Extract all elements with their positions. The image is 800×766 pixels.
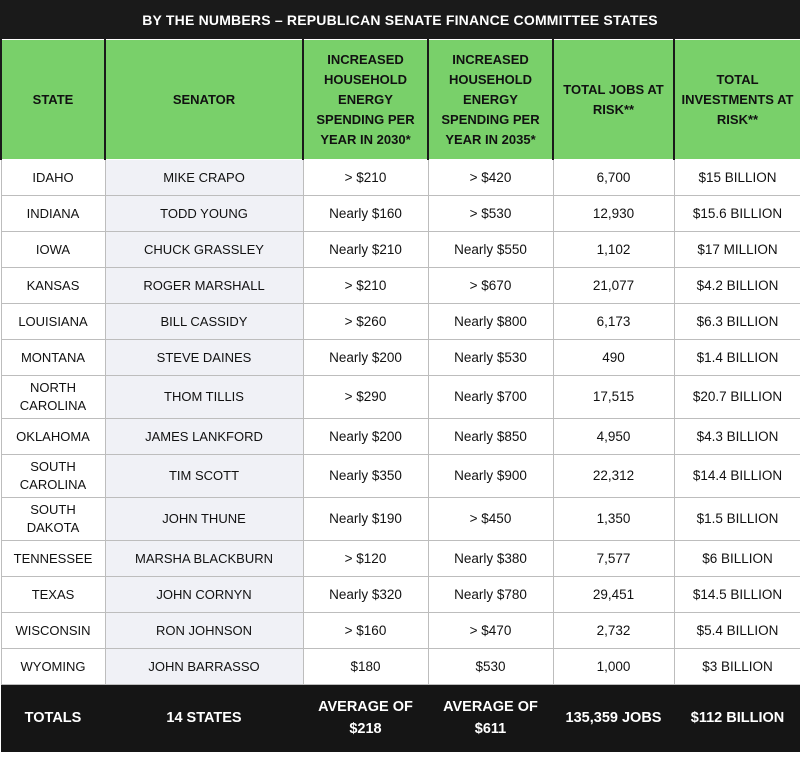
table-row bbox=[1, 304, 800, 340]
spending-2035-cell: > $670 bbox=[428, 268, 553, 304]
jobs-cell: 1,350 bbox=[553, 498, 674, 541]
totals-investments: $112 BILLION bbox=[674, 685, 800, 752]
state-cell: INDIANA bbox=[1, 196, 105, 232]
header-investments-at-risk: TOTAL INVESTMENTS AT RISK** bbox=[674, 40, 800, 160]
spending-2030-cell: Nearly $200 bbox=[303, 340, 428, 376]
table-row bbox=[1, 541, 800, 577]
totals-row bbox=[1, 685, 800, 752]
spending-2030-cell: > $290 bbox=[303, 376, 428, 419]
investments-cell: $14.4 BILLION bbox=[674, 455, 800, 498]
senator-cell: MARSHA BLACKBURN bbox=[105, 541, 303, 577]
totals-label: TOTALS bbox=[1, 685, 105, 752]
investments-cell: $6.3 BILLION bbox=[674, 304, 800, 340]
investments-cell: $3 BILLION bbox=[674, 649, 800, 685]
spending-2030-cell: > $160 bbox=[303, 613, 428, 649]
jobs-cell: 1,000 bbox=[553, 649, 674, 685]
table-row bbox=[1, 455, 800, 498]
header-jobs-at-risk: TOTAL JOBS AT RISK** bbox=[553, 40, 674, 160]
jobs-cell: 29,451 bbox=[553, 577, 674, 613]
spending-2035-cell: > $470 bbox=[428, 613, 553, 649]
jobs-cell: 1,102 bbox=[553, 232, 674, 268]
senator-cell: JOHN CORNYN bbox=[105, 577, 303, 613]
table-title: BY THE NUMBERS – REPUBLICAN SENATE FINANCE COMMITTEE STATES bbox=[0, 0, 800, 39]
table-row bbox=[1, 160, 800, 196]
spending-2035-cell: Nearly $700 bbox=[428, 376, 553, 419]
senator-cell: BILL CASSIDY bbox=[105, 304, 303, 340]
header-senator: SENATOR bbox=[105, 40, 303, 160]
totals-spending-2030: AVERAGE OF $218 bbox=[303, 685, 428, 752]
spending-2030-cell: > $210 bbox=[303, 160, 428, 196]
table-row bbox=[1, 196, 800, 232]
senator-cell: JOHN THUNE bbox=[105, 498, 303, 541]
jobs-cell: 17,515 bbox=[553, 376, 674, 419]
state-cell: IOWA bbox=[1, 232, 105, 268]
table-row bbox=[1, 649, 800, 685]
spending-2030-cell: Nearly $200 bbox=[303, 419, 428, 455]
header-state: STATE bbox=[1, 40, 105, 160]
investments-cell: $1.4 BILLION bbox=[674, 340, 800, 376]
table-row bbox=[1, 376, 800, 419]
investments-cell: $4.2 BILLION bbox=[674, 268, 800, 304]
spending-2035-cell: Nearly $850 bbox=[428, 419, 553, 455]
senator-cell: CHUCK GRASSLEY bbox=[105, 232, 303, 268]
senator-cell: TODD YOUNG bbox=[105, 196, 303, 232]
state-cell: MONTANA bbox=[1, 340, 105, 376]
spending-2030-cell: Nearly $160 bbox=[303, 196, 428, 232]
jobs-cell: 6,173 bbox=[553, 304, 674, 340]
table-row bbox=[1, 577, 800, 613]
totals-states-count: 14 STATES bbox=[105, 685, 303, 752]
state-cell: SOUTH CAROLINA bbox=[1, 455, 105, 498]
senator-cell: RON JOHNSON bbox=[105, 613, 303, 649]
spending-2035-cell: > $530 bbox=[428, 196, 553, 232]
spending-2035-cell: > $420 bbox=[428, 160, 553, 196]
jobs-cell: 490 bbox=[553, 340, 674, 376]
jobs-cell: 2,732 bbox=[553, 613, 674, 649]
investments-cell: $14.5 BILLION bbox=[674, 577, 800, 613]
state-cell: WISCONSIN bbox=[1, 613, 105, 649]
investments-cell: $15.6 BILLION bbox=[674, 196, 800, 232]
jobs-cell: 7,577 bbox=[553, 541, 674, 577]
state-cell: OKLAHOMA bbox=[1, 419, 105, 455]
spending-2030-cell: Nearly $210 bbox=[303, 232, 428, 268]
jobs-cell: 4,950 bbox=[553, 419, 674, 455]
header-row bbox=[1, 40, 800, 160]
data-table bbox=[0, 39, 800, 752]
state-cell: NORTH CAROLINA bbox=[1, 376, 105, 419]
investments-cell: $5.4 BILLION bbox=[674, 613, 800, 649]
state-cell: KANSAS bbox=[1, 268, 105, 304]
spending-2030-cell: Nearly $190 bbox=[303, 498, 428, 541]
spending-2035-cell: $530 bbox=[428, 649, 553, 685]
state-cell: TEXAS bbox=[1, 577, 105, 613]
state-cell: LOUISIANA bbox=[1, 304, 105, 340]
spending-2030-cell: > $120 bbox=[303, 541, 428, 577]
jobs-cell: 21,077 bbox=[553, 268, 674, 304]
spending-2030-cell: Nearly $350 bbox=[303, 455, 428, 498]
table-row bbox=[1, 613, 800, 649]
senator-cell: THOM TILLIS bbox=[105, 376, 303, 419]
spending-2035-cell: > $450 bbox=[428, 498, 553, 541]
senator-cell: ROGER MARSHALL bbox=[105, 268, 303, 304]
spending-2035-cell: Nearly $530 bbox=[428, 340, 553, 376]
spending-2035-cell: Nearly $800 bbox=[428, 304, 553, 340]
spending-2030-cell: > $260 bbox=[303, 304, 428, 340]
table-row bbox=[1, 232, 800, 268]
jobs-cell: 12,930 bbox=[553, 196, 674, 232]
senator-cell: TIM SCOTT bbox=[105, 455, 303, 498]
state-cell: IDAHO bbox=[1, 160, 105, 196]
state-cell: SOUTH DAKOTA bbox=[1, 498, 105, 541]
header-spending-2030: INCREASED HOUSEHOLD ENERGY SPENDING PER YEAR IN 2030* bbox=[303, 40, 428, 160]
investments-cell: $20.7 BILLION bbox=[674, 376, 800, 419]
senator-cell: JOHN BARRASSO bbox=[105, 649, 303, 685]
spending-2035-cell: Nearly $900 bbox=[428, 455, 553, 498]
investments-cell: $4.3 BILLION bbox=[674, 419, 800, 455]
state-cell: WYOMING bbox=[1, 649, 105, 685]
totals-jobs: 135,359 JOBS bbox=[553, 685, 674, 752]
senator-cell: JAMES LANKFORD bbox=[105, 419, 303, 455]
jobs-cell: 22,312 bbox=[553, 455, 674, 498]
investments-cell: $1.5 BILLION bbox=[674, 498, 800, 541]
investments-cell: $15 BILLION bbox=[674, 160, 800, 196]
table-row bbox=[1, 419, 800, 455]
spending-2035-cell: Nearly $550 bbox=[428, 232, 553, 268]
spending-2030-cell: Nearly $320 bbox=[303, 577, 428, 613]
table-row bbox=[1, 340, 800, 376]
spending-2030-cell: > $210 bbox=[303, 268, 428, 304]
table-row bbox=[1, 268, 800, 304]
senator-cell: STEVE DAINES bbox=[105, 340, 303, 376]
jobs-cell: 6,700 bbox=[553, 160, 674, 196]
state-cell: TENNESSEE bbox=[1, 541, 105, 577]
table-row bbox=[1, 498, 800, 541]
totals-spending-2035: AVERAGE OF $611 bbox=[428, 685, 553, 752]
spending-2035-cell: Nearly $780 bbox=[428, 577, 553, 613]
investments-cell: $17 MILLION bbox=[674, 232, 800, 268]
spending-2030-cell: $180 bbox=[303, 649, 428, 685]
investments-cell: $6 BILLION bbox=[674, 541, 800, 577]
header-spending-2035: INCREASED HOUSEHOLD ENERGY SPENDING PER YEAR IN 2035* bbox=[428, 40, 553, 160]
senator-cell: MIKE CRAPO bbox=[105, 160, 303, 196]
spending-2035-cell: Nearly $380 bbox=[428, 541, 553, 577]
